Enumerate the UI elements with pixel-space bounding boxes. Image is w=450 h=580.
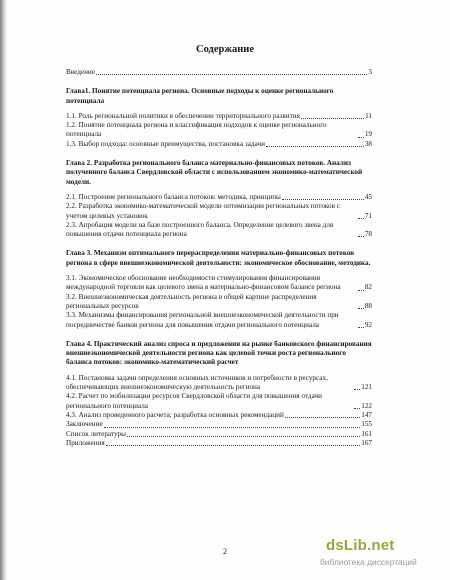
toc-entry-text: 2.2. Разработка экономико-математической модели оптимизации региональных потоков с учетом целевых установок (66, 202, 341, 220)
toc-page-number: 82 (364, 283, 372, 292)
toc-entry-text: 3.3. Механизмы финансирования региональной внешнеэкономической деятельности при посредничестве банков региона для повышения отдачи регионального потенциала (66, 311, 339, 329)
toc-entry-4-1[interactable] (66, 374, 372, 393)
toc-entry-references[interactable] (66, 430, 372, 439)
toc-entry-2-3[interactable] (66, 221, 372, 240)
toc-entry-appendix[interactable] (66, 439, 372, 448)
toc-entry-text: 3.2. Внешнеэкономическая деятельность региона в общей картине распределения региональных ресурсов (66, 292, 317, 310)
toc-entry-text: 1.3. Выбор подхода: основные преимущества, постановка задачи (66, 139, 265, 148)
leader-dots (354, 389, 360, 390)
toc-page-number: 122 (361, 401, 372, 410)
chapter-2-heading: Глава 2. Разработка регионального баланса материально-финансовых потоков. Анализ полученного баланса Свердловской области с использованием экономико-математической модели. (66, 159, 363, 186)
toc-entry-text: Заключение (66, 420, 103, 429)
toc-page-number: 71 (364, 211, 372, 220)
toc-entry-4-2[interactable] (66, 392, 372, 411)
toc-entry-text: Список литературы (66, 429, 126, 438)
toc-entry-4-3[interactable] (66, 411, 372, 420)
toc-entry-text: Приложения (66, 438, 105, 447)
leader-dots (354, 408, 360, 409)
toc-page-number: 121 (361, 383, 372, 392)
toc-entry-3-2[interactable] (66, 293, 372, 312)
toc-page-number: 155 (361, 420, 372, 429)
toc-page-number: 92 (364, 320, 372, 329)
leader-dots (301, 118, 364, 119)
leader-dots (106, 445, 361, 446)
toc-page-number: 19 (364, 130, 372, 139)
leader-dots (285, 417, 360, 418)
scan-edge-shadow (0, 0, 7, 580)
leader-dots (104, 427, 361, 428)
toc-page-number: 167 (361, 438, 372, 447)
table-of-contents (66, 68, 372, 448)
leader-dots (282, 199, 364, 200)
toc-entry-text: Введение (66, 68, 95, 76)
toc-page-number: 161 (361, 429, 372, 438)
toc-page-number: 147 (361, 410, 372, 419)
toc-page-number: 45 (364, 192, 372, 201)
toc-entry-text: 4.1. Постановка задачи определения основных источников и потребности в ресурсах, обеспечивающих внешнеэкономическую деятельность региона (66, 373, 328, 392)
leader-dots (96, 74, 367, 75)
leader-dots (266, 146, 364, 147)
watermark-subtitle: библиотека диссертаций (320, 557, 417, 567)
chapter-3-heading: Глава 3. Механизм оптимального перераспределения материально-финансовых потоков региона в сфере внешнеэкономической деятельности: экономическое обоснование, методика. (66, 249, 371, 267)
toc-entry-text: 3.1. Экономическое обоснование необходимости стимулирования финансирования международной торговли как целевого звена в материально-финансовом балансе региона (66, 274, 341, 292)
leader-dots (358, 236, 364, 237)
chapter-4-heading: Глава 4. Практический анализ спроса и предложения на рынке банковского финансирования внешнеэкономической деятельности региона как целевой точки роста регионального баланса потоков: экономико-математический расчет (66, 339, 372, 367)
watermark-logo: dsLib.net (326, 537, 395, 554)
toc-page-number: 11 (365, 111, 372, 120)
chapter-1-heading: Глава1. Понятие потенциала региона. Основные подходы к оценке регионального потенциала (66, 87, 334, 105)
toc-page-number: 88 (364, 301, 372, 310)
toc-entry-1-1[interactable] (66, 112, 372, 121)
toc-entry-3-3[interactable] (66, 311, 372, 330)
toc-entry-1-2[interactable] (66, 121, 372, 140)
leader-dots (358, 327, 364, 328)
toc-entry-2-1[interactable] (66, 193, 372, 202)
toc-entry-text: 2.1. Построение регионального баланса потоков: методика, принципы (66, 192, 281, 201)
toc-entry-3-1[interactable] (66, 274, 372, 293)
site-watermark (320, 534, 440, 572)
toc-entry-intro[interactable] (66, 68, 372, 77)
leader-dots (127, 436, 360, 437)
toc-entry-2-2[interactable] (66, 202, 372, 221)
toc-entry-text: 2.3. Апробация модели на базе построенного баланса. Определение целевого звена для повышения отдачи потенциала региона (66, 220, 334, 239)
toc-entry-text: 4.2. Расчет по мобилизации ресурсов Свердловской области для повышения отдачи регионального потенциала (66, 392, 322, 410)
toc-entry-text: 1.2. Понятие потенциала региона и классификация подходов к оценке регионального потенциала (66, 121, 327, 139)
toc-entry-text: 1.1. Роль региональной политики в обеспечении территориального развития (66, 111, 300, 120)
toc-page-number: 78 (364, 230, 372, 239)
leader-dots (358, 308, 364, 309)
toc-entry-conclusion[interactable] (66, 420, 372, 429)
toc-page-number: 38 (364, 139, 372, 148)
leader-dots (358, 218, 364, 219)
toc-page-number: 3 (368, 68, 372, 76)
toc-entry-1-3[interactable] (66, 140, 372, 149)
page-title: Содержание (196, 44, 254, 55)
leader-dots (358, 137, 364, 138)
toc-entry-text: 4.3. Анализ проведенного расчета; разработка основных рекомендаций (66, 410, 284, 419)
leader-dots (358, 290, 364, 291)
page-number: 2 (223, 547, 227, 556)
